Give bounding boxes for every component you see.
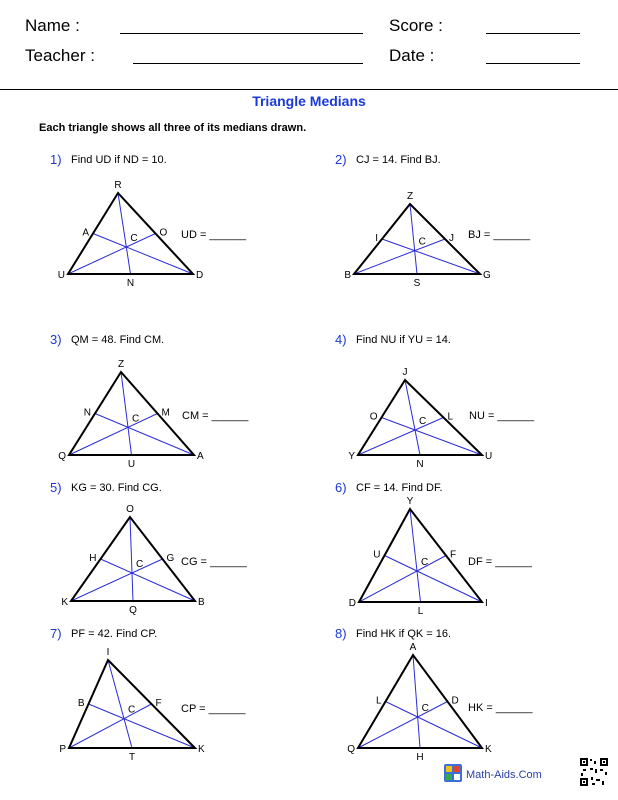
problem-8 <box>335 626 618 786</box>
midpoint-label: U <box>373 549 381 561</box>
midpoint-label: N <box>126 278 135 289</box>
vertex-label: Z <box>406 191 414 202</box>
problem-number: 4) <box>335 332 347 347</box>
header-divider <box>0 89 618 90</box>
qr-code-icon <box>579 757 609 787</box>
midpoint-label: J <box>449 233 454 244</box>
answer-blank[interactable]: CP = ______ <box>181 703 246 715</box>
midpoint-label: L <box>447 411 454 423</box>
midpoint-label: N <box>83 407 91 419</box>
centroid-label: C <box>421 557 429 568</box>
median-line <box>410 509 421 602</box>
midpoint-label: M <box>161 407 170 419</box>
median-line <box>69 704 152 748</box>
centroid-label: C <box>130 233 138 244</box>
vertex-label: K <box>485 744 492 755</box>
vertex-label: Q <box>58 451 66 462</box>
median-line <box>121 372 132 455</box>
midpoint-label: U <box>127 459 136 470</box>
vertex-label: U <box>485 451 493 462</box>
problem-text: PF = 42. Find CP. <box>71 628 158 640</box>
problem-text: KG = 30. Find CG. <box>71 482 162 494</box>
triangle-figure <box>335 480 505 630</box>
problem-text: Find UD if ND = 10. <box>71 154 167 166</box>
midpoint-label: O <box>159 227 168 239</box>
worksheet-title: Triangle Medians <box>252 93 366 109</box>
footer-site[interactable]: Math-Aids.Com <box>466 769 542 781</box>
problem-number: 2) <box>335 152 347 167</box>
problem-5 <box>50 480 350 640</box>
vertex-label: P <box>59 744 66 755</box>
teacher-label: Teacher : <box>25 46 95 65</box>
problem-text: Find HK if QK = 16. <box>356 628 452 640</box>
vertex-label: R <box>114 180 122 191</box>
median-line <box>413 655 420 748</box>
vertex-label: I <box>485 598 488 609</box>
vertex-label: K <box>198 744 205 755</box>
problem-number: 6) <box>335 480 347 495</box>
problem-text: CF = 14. Find DF. <box>356 482 443 494</box>
vertex-label: K <box>61 597 68 608</box>
midpoint-label: D <box>451 695 459 707</box>
triangle-figure <box>50 332 220 482</box>
vertex-label: G <box>483 270 491 281</box>
midpoint-label: H <box>416 752 424 763</box>
triangle-figure <box>50 152 220 302</box>
triangle-figure <box>335 626 505 776</box>
centroid-label: C <box>132 413 140 425</box>
midpoint-label: I <box>375 233 378 244</box>
vertex-label: A <box>197 451 204 462</box>
vertex-label: Q <box>347 744 355 755</box>
answer-blank[interactable]: CG = ______ <box>181 556 247 568</box>
problem-number: 8) <box>335 626 347 641</box>
answer-blank[interactable]: CM = ______ <box>182 410 249 422</box>
problem-text: QM = 48. Find CM. <box>71 334 165 346</box>
vertex-label: A <box>409 642 417 653</box>
answer-blank[interactable]: HK = ______ <box>468 702 533 714</box>
midpoint-label: S <box>413 278 421 289</box>
problem-number: 1) <box>50 152 62 167</box>
midpoint-label: F <box>155 698 162 709</box>
problem-number: 3) <box>50 332 62 347</box>
vertex-label: O <box>126 504 134 515</box>
median-line <box>410 204 417 274</box>
median-line <box>89 704 196 748</box>
centroid-label: C <box>421 703 429 714</box>
vertex-label: B <box>198 597 205 608</box>
problem-text: CJ = 14. Find BJ. <box>356 154 441 166</box>
problem-4 <box>335 332 618 492</box>
name-field[interactable] <box>120 33 363 34</box>
vertex-label: I <box>106 647 110 658</box>
problem-7 <box>50 626 350 786</box>
triangle-figure <box>335 332 505 482</box>
midpoint-label: G <box>166 553 175 564</box>
problem-number: 5) <box>50 480 62 495</box>
vertex-label: U <box>57 270 65 281</box>
median-line <box>130 517 133 601</box>
triangle-figure <box>50 626 220 776</box>
midpoint-label: L <box>417 606 424 617</box>
midpoint-label: O <box>369 411 378 423</box>
problem-text: Find NU if YU = 14. <box>356 334 451 346</box>
name-label: Name : <box>25 16 80 35</box>
midpoint-label: L <box>375 695 382 707</box>
date-field[interactable] <box>486 63 580 64</box>
date-label: Date : <box>389 46 435 65</box>
midpoint-label: Q <box>129 605 137 616</box>
centroid-label: C <box>418 236 426 248</box>
vertex-label: Y <box>406 496 414 507</box>
answer-blank[interactable]: UD = ______ <box>181 229 247 241</box>
midpoint-label: A <box>82 227 89 239</box>
answer-blank[interactable]: DF = ______ <box>468 556 532 568</box>
vertex-label: B <box>344 270 351 281</box>
problem-6 <box>335 480 618 640</box>
vertex-label: J <box>402 367 408 378</box>
problem-3 <box>50 332 350 492</box>
vertex-label: D <box>348 598 356 609</box>
vertex-label: D <box>196 270 204 281</box>
answer-blank[interactable]: NU = ______ <box>469 410 535 422</box>
midpoint-label: N <box>416 459 424 470</box>
midpoint-label: B <box>77 698 85 709</box>
vertex-label: Y <box>348 451 355 462</box>
midpoint-label: T <box>128 752 136 763</box>
score-field[interactable] <box>486 33 580 34</box>
answer-blank[interactable]: BJ = ______ <box>468 229 531 241</box>
midpoint-label: F <box>450 549 457 561</box>
teacher-field[interactable] <box>133 63 363 64</box>
triangle-figure <box>335 152 505 302</box>
problem-1 <box>50 152 350 312</box>
vertex-label: Z <box>117 359 125 370</box>
centroid-label: C <box>128 704 136 716</box>
math-aids-logo-icon <box>444 764 462 782</box>
problem-2 <box>335 152 618 312</box>
midpoint-label: H <box>89 553 97 564</box>
triangle-outline <box>354 204 480 274</box>
triangle-figure <box>50 480 220 630</box>
centroid-label: C <box>419 416 427 427</box>
instructions: Each triangle shows all three of its medians drawn. <box>39 122 307 134</box>
score-label: Score : <box>389 16 443 35</box>
centroid-label: C <box>136 559 144 570</box>
problem-number: 7) <box>50 626 62 641</box>
